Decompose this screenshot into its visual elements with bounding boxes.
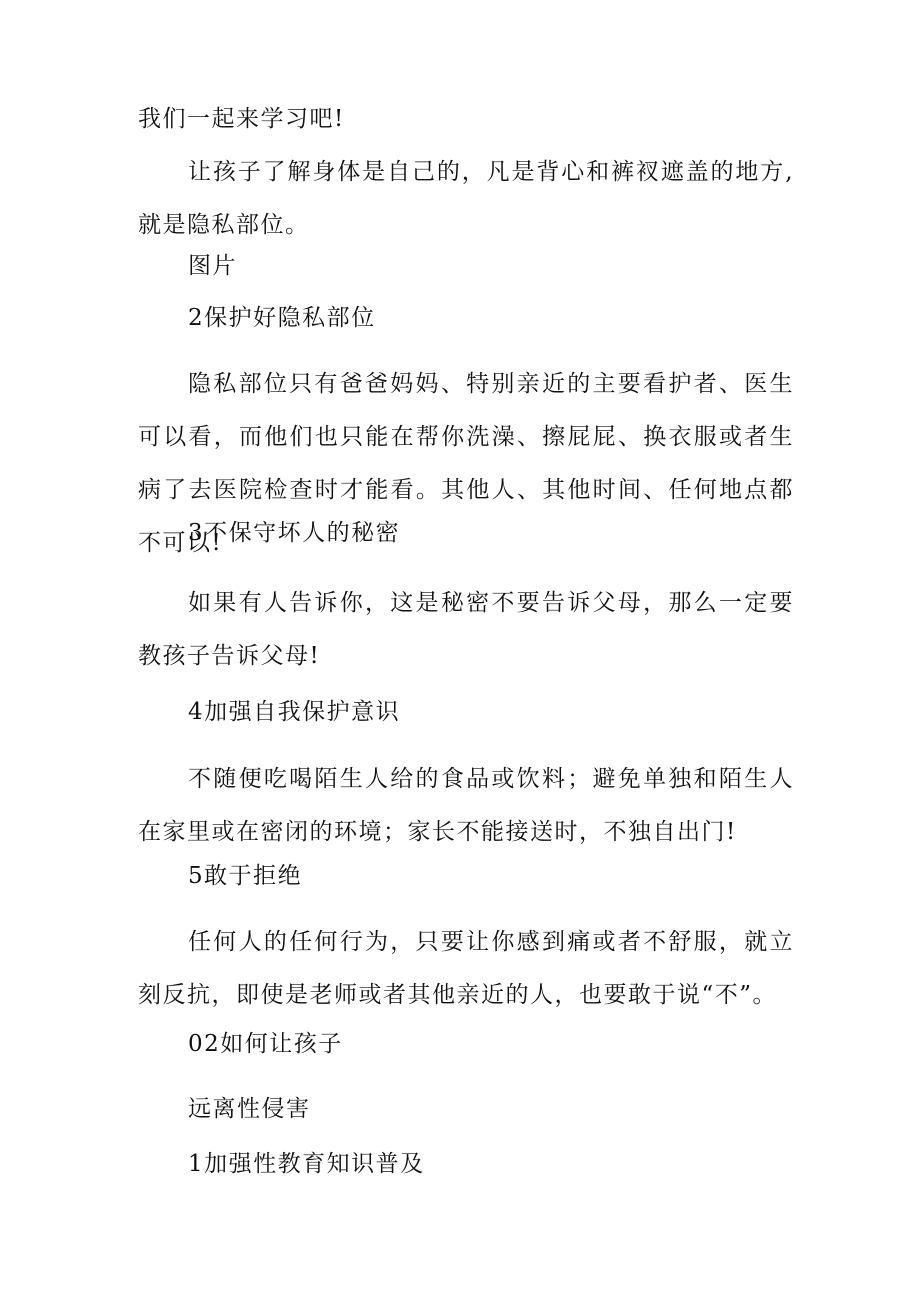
heading-dare-to-refuse: 5敢于拒绝 xyxy=(188,863,303,889)
paragraph-body-who-can-see: 隐私部位只有爸爸妈妈、特别亲近的主要看护者、医生可以看，而他们也只能在帮你洗澡、擦屁屁、换衣服或者生病了去医院检查时才能看。其他人、其他时间、任何地点都不可以! xyxy=(138,371,794,556)
paragraph-body-privacy: 让孩子了解身体是自己的，凡是背心和裤衩遮盖的地方,就是隐私部位。 xyxy=(138,159,794,238)
heading-no-secrets: 3不保守坏人的秘密 xyxy=(188,520,401,546)
heading-section-02: 02如何让孩子 xyxy=(188,1031,343,1057)
heading-section-02-continued: 远离性侵害 xyxy=(188,1096,311,1122)
heading-protect-private-parts: 2保护好隐私部位 xyxy=(188,305,376,331)
paragraph-image-placeholder: 图片 xyxy=(188,253,237,279)
paragraph-body-refuse: 任何人的任何行为，只要让你感到痛或者不舒服，就立刻反抗，即使是老师或者其他亲近的人，也要敢于说“不”。 xyxy=(138,929,794,1008)
heading-self-protection: 4加强自我保护意识 xyxy=(188,699,401,725)
paragraph-body-strangers: 不随便吃喝陌生人给的食品或饮料；避免单独和陌生人在家里或在密闭的环境；家长不能接送时，不独自出门! xyxy=(138,766,794,845)
heading-sex-education: 1加强性教育知识普及 xyxy=(188,1151,425,1177)
paragraph-intro: 我们一起来学习吧! xyxy=(138,106,345,132)
paragraph-body-secrets: 如果有人告诉你，这是秘密不要告诉父母，那么一定要教孩子告诉父母! xyxy=(138,590,794,669)
